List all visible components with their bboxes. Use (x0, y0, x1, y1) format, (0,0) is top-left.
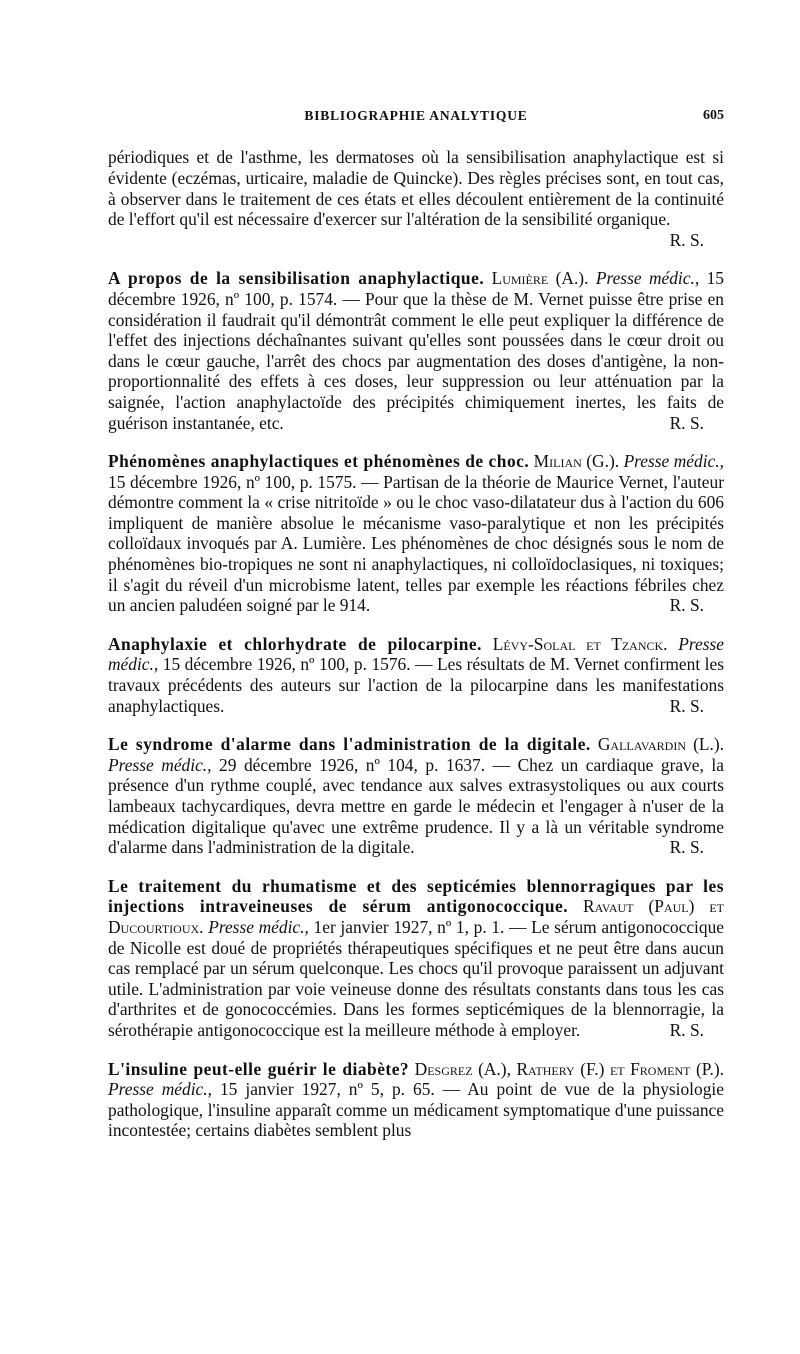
entry-title: Phénomènes anaphylactiques et phénomènes de choc. (108, 451, 530, 472)
entry-authors: Desgrez (A.), Rathery (F.) et Froment (P.). (414, 1058, 725, 1079)
entry-body: — Chez un cardiaque grave, la présence d'un rythme couplé, avec tendance aux salves extrasystoliques ou aux courts lambeaux tachycardiques, devra mettre en garde le médecin et l'engager à n'user de la médication digitalique qu'avec une extrême prudence. Il y a là un véritable syndrome d'alarme dans l'administration de la digitale. (108, 754, 724, 858)
entry-citation: 15 décembre 1926, nº 100, p. 1576. (162, 654, 411, 675)
bibliography-entry (108, 1059, 724, 1141)
entry-title: Le syndrome d'alarme dans l'administration de la digitale. (108, 734, 591, 755)
entry-authors: Lévy-Solal et Tzanck. (492, 633, 668, 654)
entry-title: A propos de la sensibilisation anaphylactique. (108, 268, 485, 289)
signature: R. S. (669, 695, 704, 716)
entry-authors: Ravaut (Paul) et Ducourtioux. (108, 896, 724, 937)
bibliography-entry (108, 268, 724, 433)
page-header (108, 108, 724, 130)
entry-citation: 15 décembre 1926, nº 100, p. 1575. (108, 471, 357, 492)
entry-body: — Au point de vue de la physiologie pathologique, l'insuline apparaît comme un médicament symptomatique d'une puissance incontestée; certains diabètes semblent plus (108, 1079, 724, 1141)
entry-journal: Presse médic., (208, 916, 309, 937)
entry-title: L'insuline peut-elle guérir le diabète? (108, 1058, 410, 1079)
document-page (108, 108, 724, 1159)
entry-body: — Partisan de la théorie de Maurice Vernet, l'auteur démontre comment la « crise nitritoïde » ou le choc vaso-dilatateur dus à l'action du 606 impliquent de manière absolue le mécanisme vaso-paralytique et non les précipités colloïdaux invoqués par A. Lumière. Les phénomènes de choc désignés sous le nom de phénomènes bio-tropiques ne sont ni anaphylactiques, ni colloïdoclasiques, ni toxiques; il s'agit du réveil d'un microbisme latent, telles par exemple les réactions fébriles chez un ancien paludéen soigné par le 914. (108, 471, 724, 616)
signature: R. S. (669, 412, 704, 433)
entry-title: Le traitement du rhumatisme et des septicémies blennorragiques par les injections intraveineuses de sérum antigonococcique. (108, 875, 724, 917)
entry-authors: Gallavardin (L.). (597, 734, 724, 755)
entry-body: — Le sérum antigonococcique de Nicolle est doué de propriétés thérapeutiques spécifiques et ne peut être dans aucun cas remplacé par un sérum quelconque. Les chocs qu'il provoque paraissent un adjuvant utile. L'administration par voie veineuse donne des résultats constants dans tous les cas d'arthrites et de gonococcémies. Dans les formes septicémiques de la blennorragie, la sérothérapie antigonococcique est la meilleure méthode à employer. (108, 916, 724, 1040)
bibliography-entry (108, 451, 724, 616)
entry-citation: 15 janvier 1927, nº 5, p. 65. (219, 1079, 435, 1100)
entry-title: Anaphylaxie et chlorhydrate de pilocarpine. (108, 633, 482, 654)
entry-body: — Pour que la thèse de M. Vernet puisse être prise en considération il faudrait qu'il démontrât comment le elle peut expliquer la différence de l'effet des injections déchaînantes suivant qu'elles sont poussées dans le cœur droit ou dans le cœur gauche, l'arrêt des chocs par augmentation des doses d'antigène, la non-proportionnalité des effets à ces doses, leur suppression ou leur atténuation par la saignée, l'action anaphylactoïde des précipités chimiquement inertes, les faits de guérison instantanée, etc. (108, 288, 724, 433)
entry-body: — Les résultats de M. Vernet confirment les travaux précédents des auteurs sur l'action de la pilocarpine dans les manifestations anaphylactiques. (108, 654, 724, 716)
signature: R. S. (669, 837, 704, 858)
entry-authors: Lumière (A.). (491, 268, 589, 289)
entry-journal: Presse médic., (623, 451, 724, 472)
entry-journal: Presse médic., (595, 268, 700, 289)
signature: R. S. (669, 1019, 704, 1040)
entry-citation: 29 décembre 1926, nº 104, p. 1637. (219, 754, 486, 775)
entry-journal: Presse médic., (108, 633, 724, 675)
bibliography-entry (108, 734, 724, 858)
signature: R. S. (669, 229, 704, 250)
entry-citation: 15 décembre 1926, nº 100, p. 1574. (108, 268, 724, 309)
entry-journal: Presse médic., (108, 1079, 212, 1100)
signature: R. S. (669, 595, 704, 616)
running-head: BIBLIOGRAPHIE ANALYTIQUE (304, 108, 528, 123)
continuation-text: périodiques et de l'asthme, les dermatoses où la sensibilisation anaphylactique est si évidente (eczémas, urticaire, maladie de Quincke). Des règles précises sont, en tout cas, à observer dans le traitement de ces états et elles découlent entièrement de la continuité de l'effort qu'il est nécessaire d'exercer sur l'altération de la sensibilité organique. (108, 147, 724, 230)
entry-authors: Milian (G.). (533, 451, 620, 472)
bibliography-entry (108, 876, 724, 1041)
page-number: 605 (703, 108, 724, 123)
entry-journal: Presse médic., (108, 754, 212, 775)
bibliography-entry (108, 634, 724, 716)
entry-citation: 1er janvier 1927, nº 1, p. 1. (313, 916, 505, 937)
continuation-paragraph (108, 147, 724, 250)
